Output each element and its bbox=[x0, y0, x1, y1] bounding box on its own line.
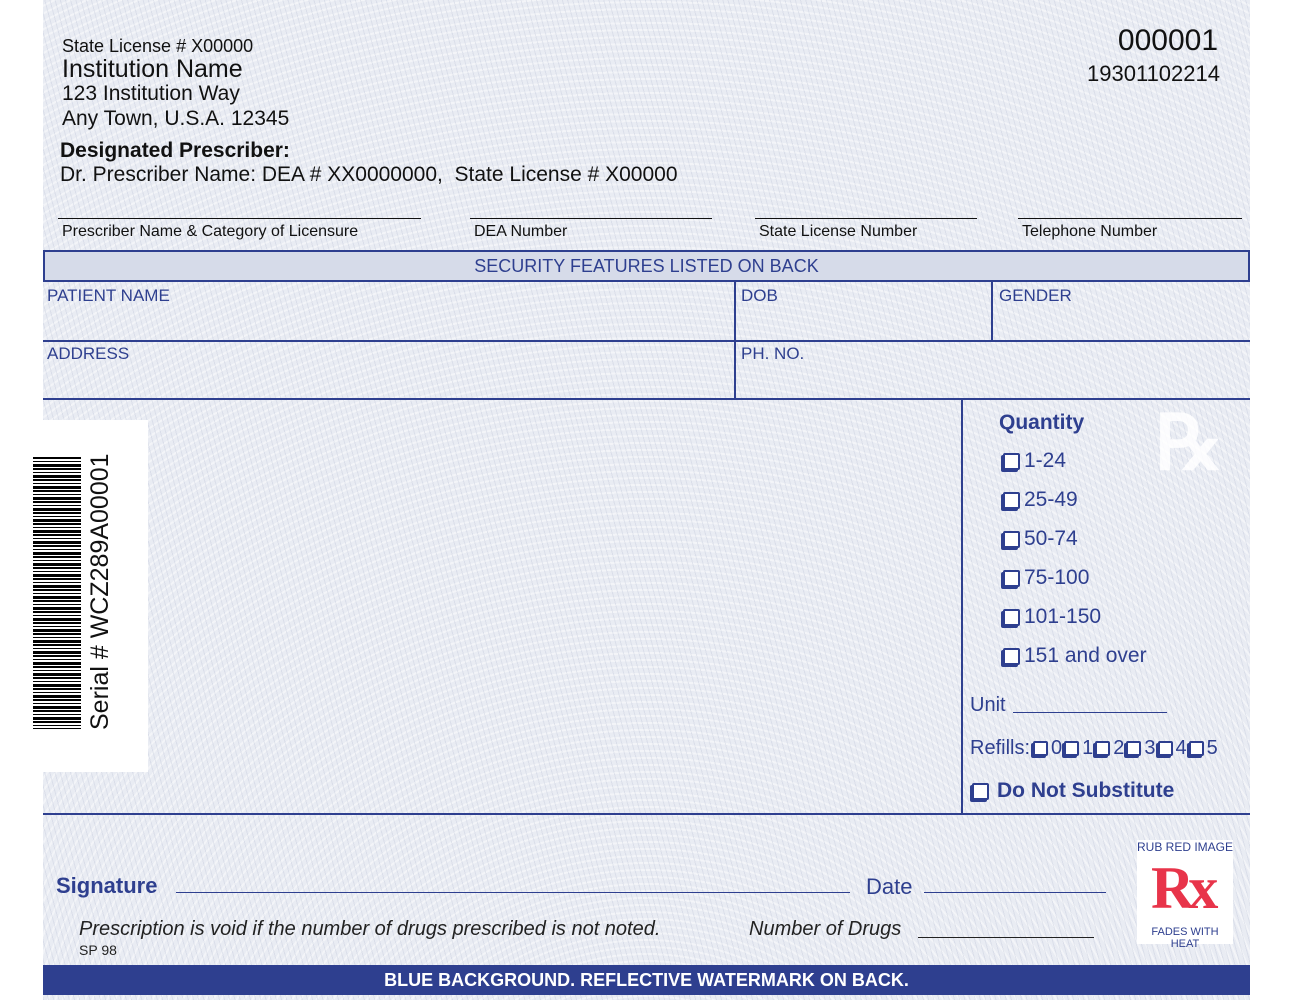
prescriber-name-line[interactable] bbox=[58, 218, 421, 219]
barcode bbox=[33, 457, 81, 729]
refill-option[interactable]: 4 bbox=[1158, 737, 1187, 760]
refill-option[interactable]: 5 bbox=[1189, 737, 1218, 760]
do-not-substitute[interactable]: Do Not Substitute bbox=[972, 779, 1174, 803]
quantity-option[interactable]: 25-49 bbox=[1003, 488, 1078, 512]
checkbox-icon[interactable] bbox=[1003, 453, 1020, 470]
refill-option[interactable]: 1 bbox=[1064, 737, 1093, 760]
number-of-drugs-label: Number of Drugs bbox=[749, 918, 902, 940]
gender-label: GENDER bbox=[999, 286, 1072, 305]
dob-label: DOB bbox=[741, 286, 778, 305]
form-code: SP 98 bbox=[79, 942, 117, 958]
checkbox-icon[interactable] bbox=[1003, 648, 1020, 665]
quantity-option[interactable]: 50-74 bbox=[1003, 527, 1078, 551]
quantity-title: Quantity bbox=[999, 411, 1085, 434]
patient-name-field[interactable] bbox=[43, 284, 733, 340]
address-field[interactable] bbox=[43, 343, 733, 398]
security-banner: SECURITY FEATURES LISTED ON BACK bbox=[43, 250, 1250, 282]
divider-body-top bbox=[43, 398, 1250, 400]
rx-icon: Rx bbox=[1151, 855, 1213, 921]
void-notice: Prescription is void if the number of drugs prescribed is not noted. bbox=[79, 918, 661, 940]
dea-number-label: DEA Number bbox=[474, 223, 568, 240]
telephone-label: Telephone Number bbox=[1022, 223, 1158, 240]
checkbox-icon[interactable] bbox=[1189, 741, 1204, 756]
state-license-label: State License Number bbox=[759, 223, 918, 240]
checkbox-icon[interactable] bbox=[1003, 531, 1020, 548]
checkbox-icon[interactable] bbox=[1095, 741, 1110, 756]
divider-gender bbox=[991, 282, 993, 341]
phone-label: PH. NO. bbox=[741, 344, 805, 363]
unit-label: Unit bbox=[970, 694, 1006, 716]
checkbox-icon[interactable] bbox=[972, 783, 989, 800]
patient-name-label: PATIENT NAME bbox=[47, 286, 170, 305]
divider-body-bottom bbox=[43, 813, 1250, 815]
rx-security-box bbox=[1137, 840, 1234, 950]
dea-number-line[interactable] bbox=[470, 218, 712, 219]
checkbox-icon[interactable] bbox=[1126, 741, 1141, 756]
phone-field[interactable] bbox=[737, 343, 1248, 398]
gender-field[interactable] bbox=[994, 284, 1248, 340]
designated-prescriber-label: Designated Prescriber: bbox=[60, 139, 290, 162]
refill-option[interactable]: 2 bbox=[1095, 737, 1124, 760]
date-line[interactable] bbox=[924, 892, 1106, 893]
signature-label: Signature bbox=[56, 873, 158, 898]
fades-with-heat-label: FADES WITH HEAT bbox=[1151, 926, 1219, 950]
checkbox-icon[interactable] bbox=[1003, 609, 1020, 626]
checkbox-icon[interactable] bbox=[1158, 741, 1173, 756]
address-label: ADDRESS bbox=[47, 344, 130, 363]
telephone-line[interactable] bbox=[1018, 218, 1242, 219]
quantity-option[interactable]: 75-100 bbox=[1003, 566, 1089, 590]
batch-number: 19301102214 bbox=[1087, 61, 1220, 86]
unit-line[interactable] bbox=[1013, 712, 1167, 713]
divider-row bbox=[43, 340, 1250, 342]
institution-address-line1: 123 Institution Way bbox=[62, 82, 240, 105]
refill-option[interactable]: 0 bbox=[1033, 737, 1062, 760]
number-of-drugs-line[interactable] bbox=[918, 937, 1094, 938]
rub-red-label: RUB RED IMAGE bbox=[1137, 840, 1234, 854]
checkbox-icon[interactable] bbox=[1064, 741, 1079, 756]
checkbox-icon[interactable] bbox=[1033, 741, 1048, 756]
dob-field[interactable] bbox=[737, 284, 989, 340]
signature-line[interactable] bbox=[176, 892, 850, 893]
footer-banner: BLUE BACKGROUND. REFLECTIVE WATERMARK ON BACK. bbox=[43, 965, 1250, 995]
date-label: Date bbox=[866, 874, 913, 899]
state-license-text: State License # X00000 bbox=[62, 36, 254, 56]
rx-watermark-icon: ℞ bbox=[1155, 402, 1224, 486]
checkbox-icon[interactable] bbox=[1003, 570, 1020, 587]
rx-number: 000001 bbox=[1117, 24, 1218, 57]
prescriber-name-label: Prescriber Name & Category of Licensure bbox=[62, 223, 359, 240]
divider-quantity bbox=[961, 400, 963, 814]
designated-prescriber-value: Dr. Prescriber Name: DEA # XX0000000, State License # X00000 bbox=[60, 163, 678, 186]
state-license-line[interactable] bbox=[755, 218, 977, 219]
quantity-option[interactable]: 151 and over bbox=[1003, 644, 1147, 668]
serial-number: Serial # WCZ289A00001 bbox=[86, 453, 114, 730]
institution-name: Institution Name bbox=[62, 55, 243, 83]
refill-option[interactable]: 3 bbox=[1126, 737, 1155, 760]
checkbox-icon[interactable] bbox=[1003, 492, 1020, 509]
rx-body-field[interactable] bbox=[150, 402, 960, 812]
quantity-option[interactable]: 101-150 bbox=[1003, 605, 1101, 629]
refills-row: Refills: 0 1 2 3 4 5 bbox=[970, 737, 1218, 759]
institution-address-line2: Any Town, U.S.A. 12345 bbox=[62, 107, 290, 130]
quantity-option[interactable]: 1-24 bbox=[1003, 449, 1066, 473]
